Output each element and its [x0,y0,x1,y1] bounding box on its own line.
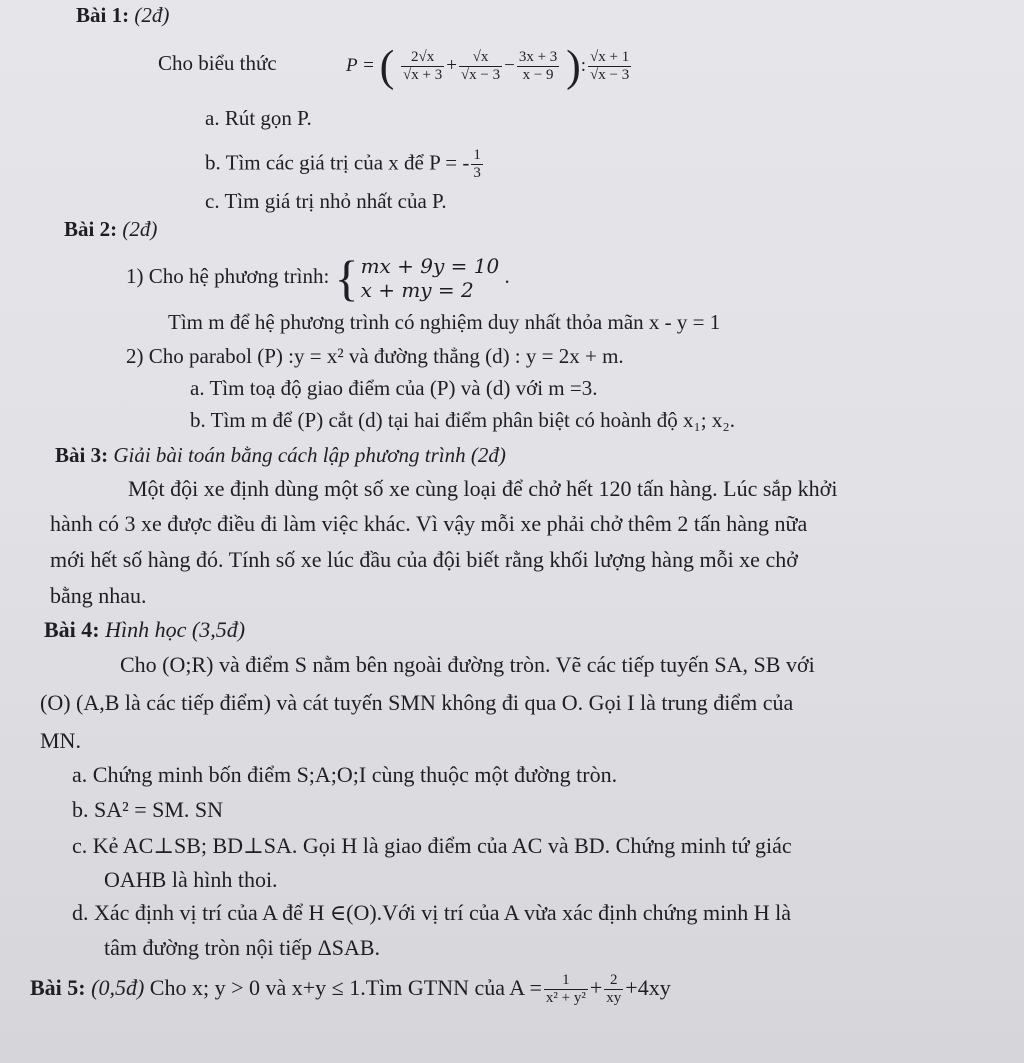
bai1-points: (2đ) [134,3,170,27]
bai4-d-2: tâm đường tròn nội tiếp ΔSAB. [104,935,381,960]
bai1-intro: Cho biểu thức [158,51,277,75]
bai5-text: Cho x; y > 0 và x+y ≤ 1.Tìm GTNN của A = [149,975,542,1000]
bai1-heading [76,2,169,28]
bai2-title: Bài 2: [64,217,118,241]
bai5-points: (0,5đ) [91,975,145,1000]
bai4-b: b. SA² = SM. SN [72,797,224,822]
bai5-frac-2: $\frac{2}{xy}$ [606,972,622,1007]
bai2-q2: 2) Cho parabol (P) :y = x² và đường thẳng (d) : y = 2x + m. [126,344,624,368]
bai2-q1: 1) Cho hệ phương trình: { mx + 9y = 10 x + my = 2 . [126,250,510,307]
bai5-tail: +4xy [625,975,671,1000]
expr-frac-2: $\frac{√x}{√x - 3}$ [460,49,501,84]
expr-frac-1: $\frac{2√x}{√x + 3}$ [403,49,443,84]
bai2-q2b: b. Tìm m để (P) cắt (d) tại hai điểm phân biệt có hoành độ x₁; x₂. [190,408,735,432]
bai4-subtitle: Hình học (3,5đ) [105,617,246,642]
bai3-line-1: Một đội xe định dùng một số xe cùng loại để chở hết 120 tấn hàng. Lúc sắp khởi [128,476,838,501]
bai3-subtitle: Giải bài toán bằng cách lập phương trình (2đ) [113,443,506,467]
bai3-line-4: bằng nhau. [50,583,147,608]
bai1-b-frac: $\frac{1}{3}$ [473,147,481,181]
bai4-line-3: MN. [40,728,81,753]
bai2-points: (2đ) [122,217,158,241]
bai4-c-1: c. Kẻ AC⊥SB; BD⊥SA. Gọi H là giao điểm của AC và BD. Chứng minh tứ giác [72,833,792,858]
bai2-q1-requirement: Tìm m để hệ phương trình có nghiệm duy nhất thỏa mãn x - y = 1 [168,310,721,334]
bai4-heading [44,617,245,643]
bai4-d-1: d. Xác định vị trí của A để H ∈(O).Với vị trí của A vừa xác định chứng minh H là [72,900,791,925]
bai2-q2a: a. Tìm toạ độ giao điểm của (P) và (d) với m =3. [190,376,598,400]
bai3-heading [55,442,506,468]
bai2-heading [64,216,157,242]
bai4-line-2: (O) (A,B là các tiếp điểm) và cát tuyến SMN không đi qua O. Gọi I là trung điểm của [40,690,794,715]
bai4-line-1: Cho (O;R) và điểm S nằm bên ngoài đường tròn. Vẽ các tiếp tuyến SA, SB với [120,652,815,677]
bai5-title: Bài 5: [30,975,86,1000]
bai1-c: c. Tìm giá trị nhỏ nhất của P. [205,189,447,213]
bai5: Bài 5: (0,5đ) Cho x; y > 0 và x+y ≤ 1.Tìm GTNN của A = $\frac{1}{\text{x² + y²}}$ + $\frac{2}{xy}$ +4xy [30,972,671,1007]
right-paren: ) [566,41,581,91]
bai3-title: Bài 3: [55,443,109,467]
bai1-b: b. Tìm các giá trị của x để P = - $\frac{1}{3}$ [205,147,481,181]
bai1-expression: P = ( $\frac{2√x}{√x + 3}$ + $\frac{√x}{√x - 3}$ − $\frac{3x + 3}{x - 9}$ ): $\frac{√x + 1}{√x - 3}$ [346,41,630,91]
bai3-line-2: hành có 3 xe được điều đi làm việc khác. Vì vậy mỗi xe phải chở thêm 2 tấn hàng nữa [50,511,808,536]
equation-1: mx + 9y = 10 [360,254,500,279]
bai5-frac-1: $\frac{1}{\text{x² + y²}}$ [545,972,586,1007]
expr-frac-4: $\frac{√x + 1}{√x - 3}$ [590,49,630,84]
expr-lhs: P = [346,55,375,76]
system-brace: { [334,250,359,307]
equation-2: x + my = 2 [360,278,474,303]
bai1-a: a. Rút gọn P. [205,106,312,130]
bai3-line-3: mới hết số hàng đó. Tính số xe lúc đầu của đội biết rằng khối lượng hàng mỗi xe chở [50,547,798,572]
bai1-title: Bài 1: [76,3,130,27]
equation-system [361,254,500,302]
bai4-c-2: OAHB là hình thoi. [104,867,278,892]
bai4-a: a. Chứng minh bốn điểm S;A;O;I cùng thuộc một đường tròn. [72,762,618,787]
left-paren: ( [379,41,395,91]
expr-frac-3: $\frac{3x + 3}{x - 9}$ [518,49,558,84]
bai4-title: Bài 4: [44,617,100,642]
